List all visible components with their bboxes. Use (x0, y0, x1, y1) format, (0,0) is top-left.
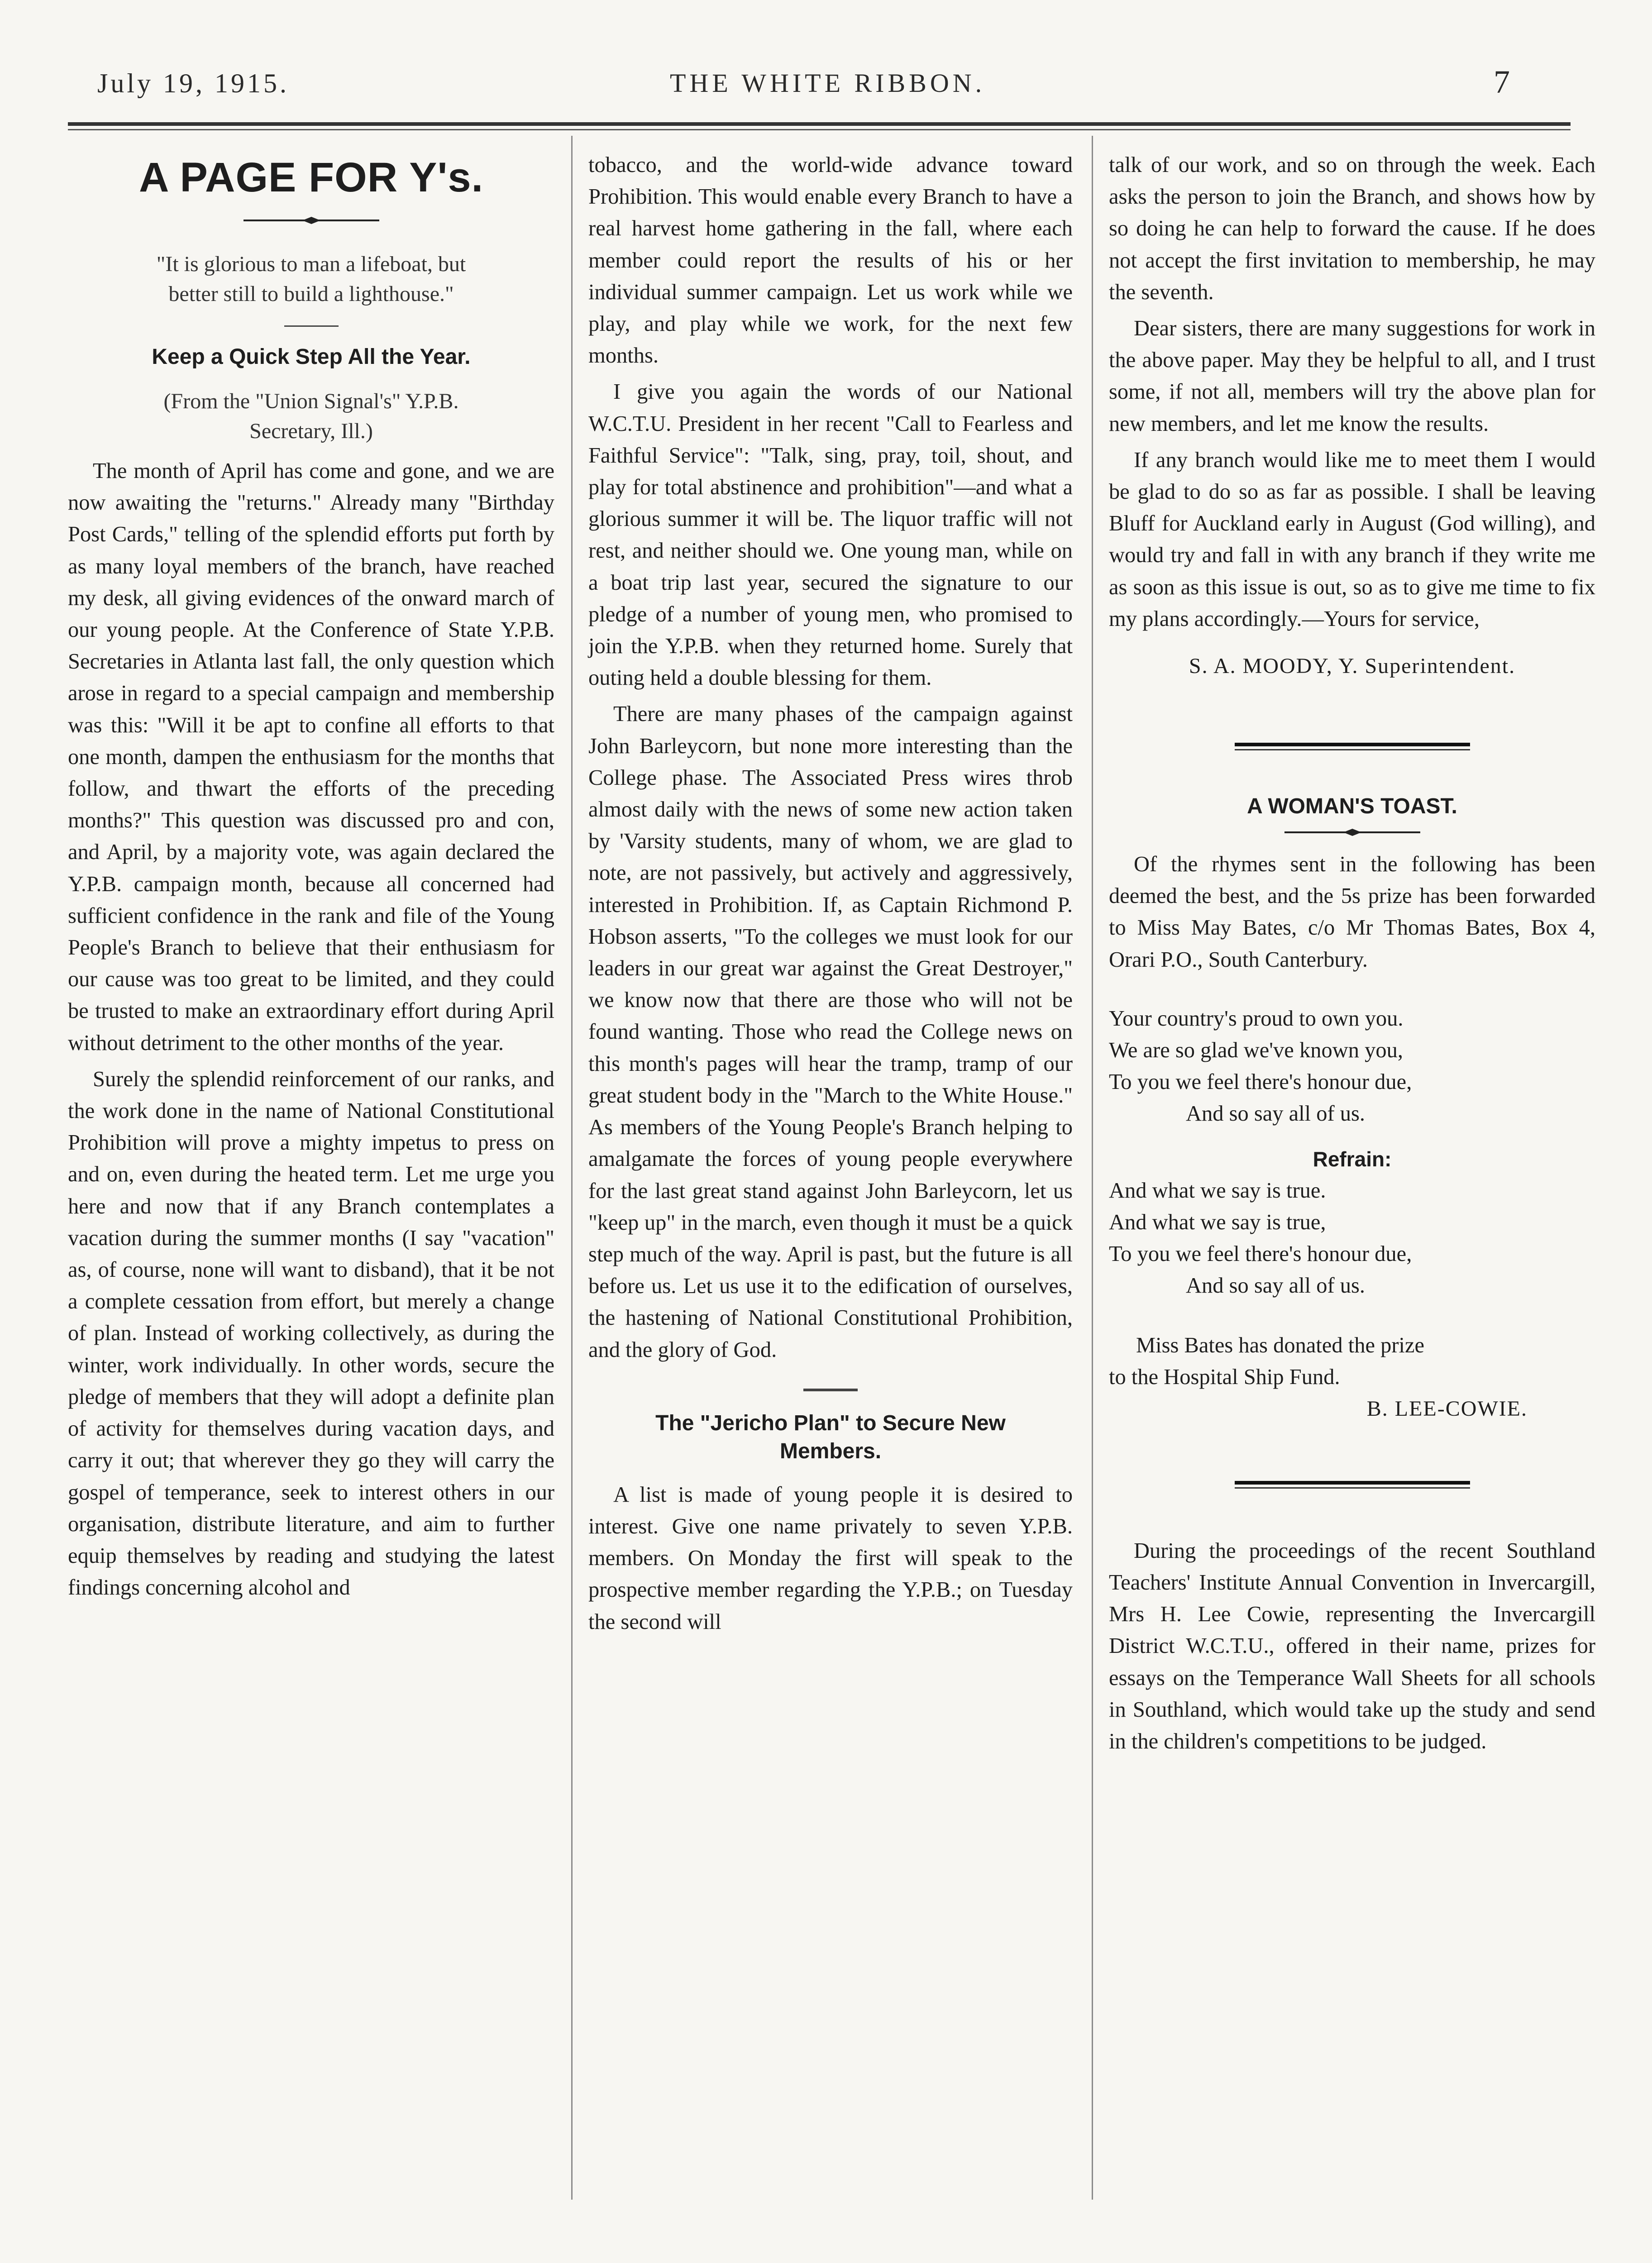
article-body-continued (588, 149, 1073, 1366)
poem-line: And what we say is true. (1109, 1178, 1326, 1203)
article-body (1109, 849, 1595, 976)
credit-line: Secretary, Ill.) (249, 419, 373, 443)
column-divider (571, 136, 573, 2200)
epigraph (68, 249, 554, 309)
heading-line: Members. (779, 1439, 882, 1463)
poem-line: To you we feel there's honour due, (1109, 1069, 1412, 1094)
article-heading: Keep a Quick Step All the Year. (152, 345, 471, 369)
paragraph: There are many phases of the campaign against John Barleycorn, but none more interesting than the College phase. The Associated Press wires throb almost daily with the news of some new action taken by 'Varsity students, many of whom, we are glad to note, are not passively, but actively and aggressively, interested in Prohibition. If, as Captain Richmond P. Hobson asserts, "To the colleges we must look for our leaders in our great war against the Great Destroyer," we know now that there are those who will not be found wanting. Those who read the College news on this month's pages will hear the tramp, tramp of our great student body in the "March to the White House." As members of the Young People's Branch helping to amalgamate the forces of young people everywhere for the last great stand against John Barleycorn, let us "keep up" in the march, even though it must be a quick step much of the way. April is past, but the future is all before us. Let us use it to the edification of ourselves, the hastening of National Constitutional Prohibition, and the glory of God. (588, 702, 1073, 1362)
article-credit (68, 387, 554, 446)
column-1 (68, 140, 554, 1604)
column-3 (1109, 140, 1595, 1757)
issue-date: July 19, 1915. (97, 68, 290, 98)
paragraph: If any branch would like me to meet them I would be glad to do so as far as possible. I shall be leaving Bluff for Auckland early in August (God willing), and would try and fall in with any branch if they write me as soon as this issue is out, so as to give me time to fix my plans accordingly.—Yours for service, (1109, 448, 1595, 631)
note-line: to the Hospital Ship Fund. (1109, 1365, 1340, 1389)
article-body (1109, 1535, 1595, 1757)
article-heading (588, 1409, 1073, 1466)
credit-line: (From the "Union Signal's" Y.P.B. (163, 389, 459, 413)
paragraph: Surely the splendid reinforcement of our ranks, and the work done in the name of National Constitutional Prohibition will prove a mighty impetus to press on and on, even during the heated term. Let me urge you here and now that if any Branch contemplates a vacation during the summer months (I say "vacation" as, of course, none will want to disband), that it be not a complete cessation from effort, but merely a change of plan. Instead of working collectively, as during the winter, work individually. In other words, secure the pledge of members that they will adopt a definite plan of activity for themselves during vacation days, and carry it out; that wherever they go they will carry the gospel of temperance, seek to interest others in our organisation, distribute literature, and aim to further equip themselves by reading and studying the latest findings concerning alcohol and (68, 1067, 554, 1600)
poem-line: We are so glad we've known you, (1109, 1038, 1403, 1062)
short-divider (803, 1389, 858, 1391)
ornament-rule (244, 215, 379, 226)
page-number: 7 (1494, 64, 1513, 100)
signature: S. A. MOODY, Y. Superintendent. (1189, 654, 1516, 678)
article-body (588, 1479, 1073, 1638)
heading-line: The "Jericho Plan" to Secure New (655, 1411, 1006, 1435)
signature: B. LEE-COWIE. (1366, 1396, 1528, 1421)
paragraph: I give you again the words of our National W.C.T.U. President in her recent "Call to Fearless and Faithful Service": "Talk, sing, pray, toil, shout, and play for total abstinence and prohibition"—and what a glorious summer it will be. The liquor traffic will not rest, and neither should we. One young man, while on a boat trip last year, secured the signature to our pledge of a number of young men, who promised to join the Y.P.B. when they returned home. Surely that outing held a double blessing for them. (588, 380, 1073, 690)
header-rule-thin (68, 129, 1571, 130)
poem-line: Your country's proud to own you. (1109, 1006, 1404, 1031)
poem-line: To you we feel there's honour due, (1109, 1241, 1412, 1266)
poem-line: And what we say is true, (1109, 1210, 1326, 1234)
paragraph: talk of our work, and so on through the week. Each asks the person to join the Branch, and shows how by so doing he can help to forward the cause. If he does not accept the first invitation to membership, he may the seventh. (1109, 153, 1595, 304)
epigraph-line: better still to build a lighthouse." (168, 282, 454, 306)
paragraph: The month of April has come and gone, and we are now awaiting the "returns." Already many "Birthday Post Cards," telling of the splendid efforts put forth by as many loyal members of the branch, have reached my desk, all giving evidences of the onward march of our young people. At the Conference of State Y.P.B. Secretaries in Atlanta last fall, the only question which arose in regard to a special campaign and membership was this: "Will it be apt to confine all efforts to that one month, dampen the enthusiasm for the months that follow, and thwart the efforts of the preceding months?" This question was discussed pro and con, and April, by a majority vote, was again declared the Y.P.B. campaign month, because all concerned had sufficient confidence in the rank and file of the Young People's Branch to believe that their enthusiasm for our cause was too great to be limited, and they could be trusted to make an extraordinary effort during April without detriment to the other months of the year. (68, 459, 554, 1055)
poem-refrain (1109, 1175, 1595, 1302)
article-body-continued (1109, 149, 1595, 635)
poem-line: And so say all of us. (1186, 1101, 1366, 1126)
note-line: Miss Bates has donated the prize (1136, 1333, 1425, 1357)
paragraph: During the proceedings of the recent Southland Teachers' Institute Annual Convention in Invercargill, Mrs H. Lee Cowie, representing the Invercargill District W.C.T.U., offered in their name, prizes for essays on the Temperance Wall Sheets for all schools in Southland, which would take up the study and send in the children's competitions to be judged. (1109, 1538, 1595, 1754)
section-divider (1235, 1479, 1470, 1490)
page-section-title: A PAGE FOR Y's. (138, 154, 484, 201)
column-divider (1092, 136, 1093, 2200)
poem-line: And so say all of us. (1186, 1273, 1366, 1298)
publication-title: THE WHITE RIBBON. (670, 68, 986, 98)
donation-note (1109, 1330, 1595, 1425)
paragraph: Of the rhymes sent in the following has been deemed the best, and the 5s prize has been forwarded to Miss May Bates, c/o Mr Thomas Bates, Box 4, Orari P.O., South Canterbury. (1109, 852, 1595, 972)
header-rule (68, 122, 1571, 126)
short-divider (284, 325, 339, 327)
paragraph: tobacco, and the world-wide advance toward Prohibition. This would enable every Branch to have a real harvest home gathering in the fall, where each member could report the results of his or her individual summer campaign. Let us work while we play, and play while we work, for the next few months. (588, 153, 1073, 368)
refrain-label: Refrain: (1313, 1147, 1392, 1171)
poem-verse (1109, 1003, 1595, 1130)
article-body (68, 455, 554, 1604)
epigraph-line: "It is glorious to man a lifeboat, but (156, 252, 466, 276)
column-2 (588, 140, 1073, 1638)
article-heading: A WOMAN'S TOAST. (1247, 794, 1457, 819)
section-divider (1235, 741, 1470, 752)
ornament-rule (1284, 827, 1420, 838)
paragraph: Dear sisters, there are many suggestions for work in the above paper. May they be helpful to all, and I trust some, if not all, members will try the above plan for new members, and let me know the results. (1109, 316, 1595, 436)
paragraph: A list is made of young people it is desired to interest. Give one name privately to seven Y.P.B. members. On Monday the first will speak to the prospective member regarding the Y.P.B.; on Tuesday the second will (588, 1482, 1073, 1634)
